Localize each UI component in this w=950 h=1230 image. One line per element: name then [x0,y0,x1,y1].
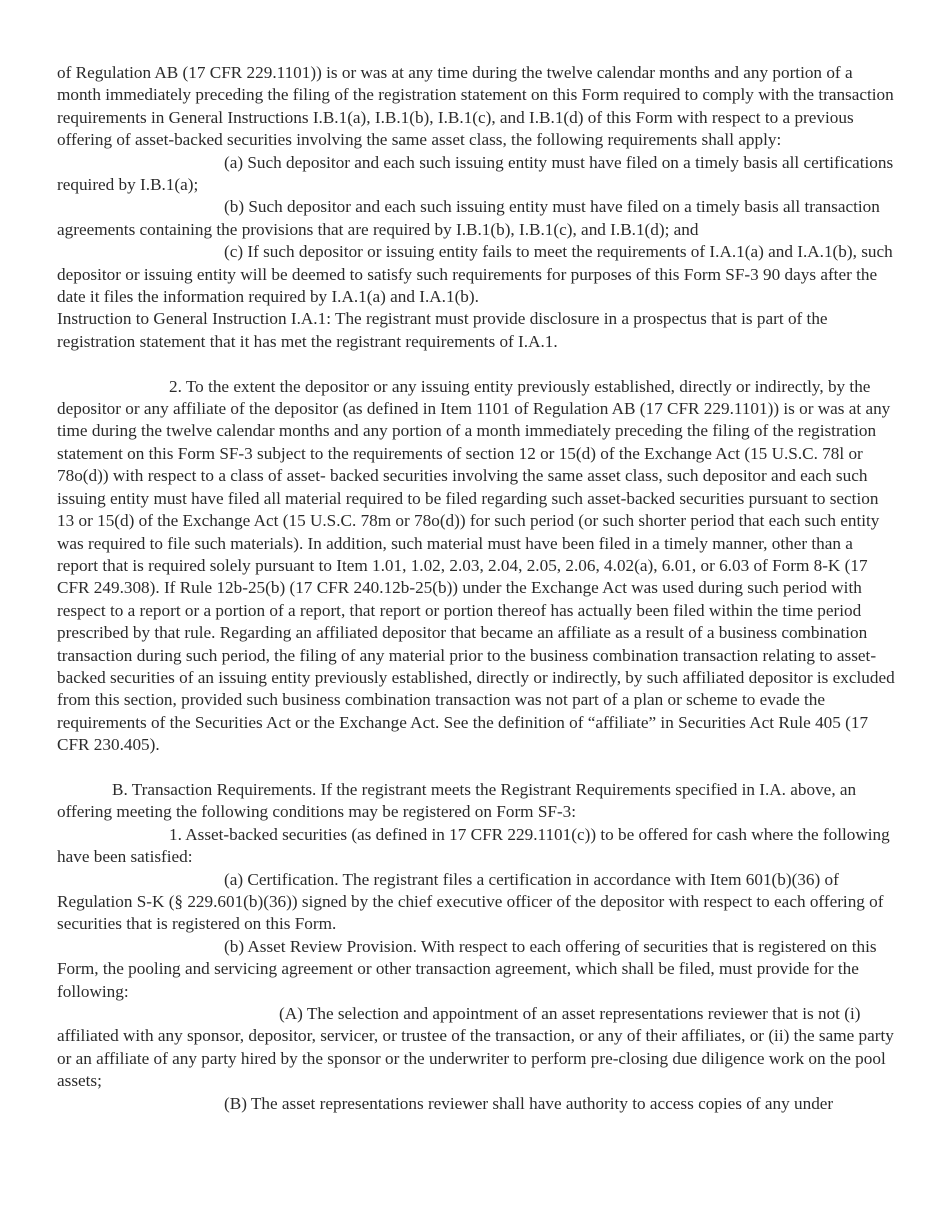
paragraph-section-2: 2. To the extent the depositor or any issuing entity previously established, directly or indirectly, by the depositor or any affiliate of the depositor (as defined in Item 1101 of Regulation AB (17 CFR 229.1101)) is or was at any time during the twelve calendar months and any portion of a month immediately preceding the filing of the registration statement on this Form SF-3 subject to the requirements of section 12 or 15(d) of the Exchange Act (15 U.S.C. 78l or 78o(d)) with respect to a class of asset- backed securities involving the same asset class, such depositor and each such issuing entity must have filed all material required to be filed regarding such asset-backed securities pursuant to section 13 or 15(d) of the Exchange Act (15 U.S.C. 78m or 78o(d)) for such period (or such shorter period that each such entity was required to file such materials). In addition, such material must have been filed in a timely manner, other than a report that is required solely pursuant to Item 1.01, 1.02, 2.03, 2.04, 2.05, 2.06, 4.02(a), 6.01, or 6.03 of Form 8-K (17 CFR 249.308). If Rule 12b-25(b) (17 CFR 240.12b-25(b)) under the Exchange Act was used during such period with respect to a report or a portion of a report, that report or portion thereof has actually been filed within the time period prescribed by that rule. Regarding an affiliated depositor that became an affiliate as a result of a business combination transaction during such period, the filing of any material prior to the business combination transaction relating to asset-backed securities of an issuing entity previously established, directly or indirectly, by such affiliated depositor is excluded from this section, provided such business combination transaction was not part of a plan or scheme to evade the requirements of the Securities Act or the Exchange Act. See the definition of “affiliate” in Securities Act Rule 405 (17 CFR 230.405). [57,376,895,755]
paragraph-item-c: (c) If such depositor or issuing entity fails to meet the requirements of I.A.1(a) and I.A.1(b), such depositor or issuing entity will be deemed to satisfy such requirements for purposes of this Form SF-3 90 days after the date it files the information required by I.A.1(a) and I.A.1(b). [57,242,893,307]
paragraph-item-A: (A) The selection and appointment of an asset representations reviewer that is not (i) affiliated with any sponsor, depositor, servicer, or trustee of the transaction, or any of their affiliates, or (ii) the same party or an affiliate of any party hired by the sponsor or the underwriter to perform pre-closing due diligence work on the pool assets; [57,1004,894,1091]
paragraph-item-B: (B) The asset representations reviewer shall have authority to access copies of any under [224,1093,834,1113]
paragraph-spacer [57,353,896,375]
paragraph-asset-review-provision: (b) Asset Review Provision. With respect to each offering of securities that is registered on this Form, the pooling and servicing agreement or other transaction agreement, which shall be filed, must provide for the following: [57,936,877,1001]
paragraph-item-b: (b) Such depositor and each such issuing entity must have filed on a timely basis all transaction agreements containing the provisions that are required by I.B.1(b), I.B.1(c), and I.B.1(d); and [57,197,880,239]
paragraph-item-a: (a) Such depositor and each such issuing entity must have filed on a timely basis all certifications required by I.B.1(a); [57,152,894,195]
paragraph-section-b-heading: B. Transaction Requirements. If the registrant meets the Registrant Requirements specified in I.A. above, an offering meeting the following conditions may be registered on Form SF-3: [57,779,857,822]
paragraph-spacer [57,757,896,779]
paragraph-regulation-ab-requirements: of Regulation AB (17 CFR 229.1101)) is or was at any time during the twelve calendar months and any portion of a month immediately preceding the filing of the registration statement on this Form required to comply with the transaction requirements in General Instructions I.B.1(a), I.B.1(b), I.B.1(c), and I.B.1(d) of this Form with respect to a previous offering of asset-backed securities involving the same asset class, the following requirements shall apply: [57,63,894,150]
paragraph-item-1: 1. Asset-backed securities (as defined in 17 CFR 229.1101(c)) to be offered for cash where the following have been satisfied: [57,824,890,867]
paragraph-certification: (a) Certification. The registrant files a certification in accordance with Item 601(b)(36) of Regulation S-K (§ 229.601(b)(36)) signed by the chief executive officer of the depositor with respect to each offering of securities that is registered on this Form. [57,869,884,934]
paragraph-instruction-ia1: Instruction to General Instruction I.A.1: The registrant must provide disclosure in a prospectus that is part of the registration statement that it has met the registrant requirements of I.A.1. [57,309,828,351]
